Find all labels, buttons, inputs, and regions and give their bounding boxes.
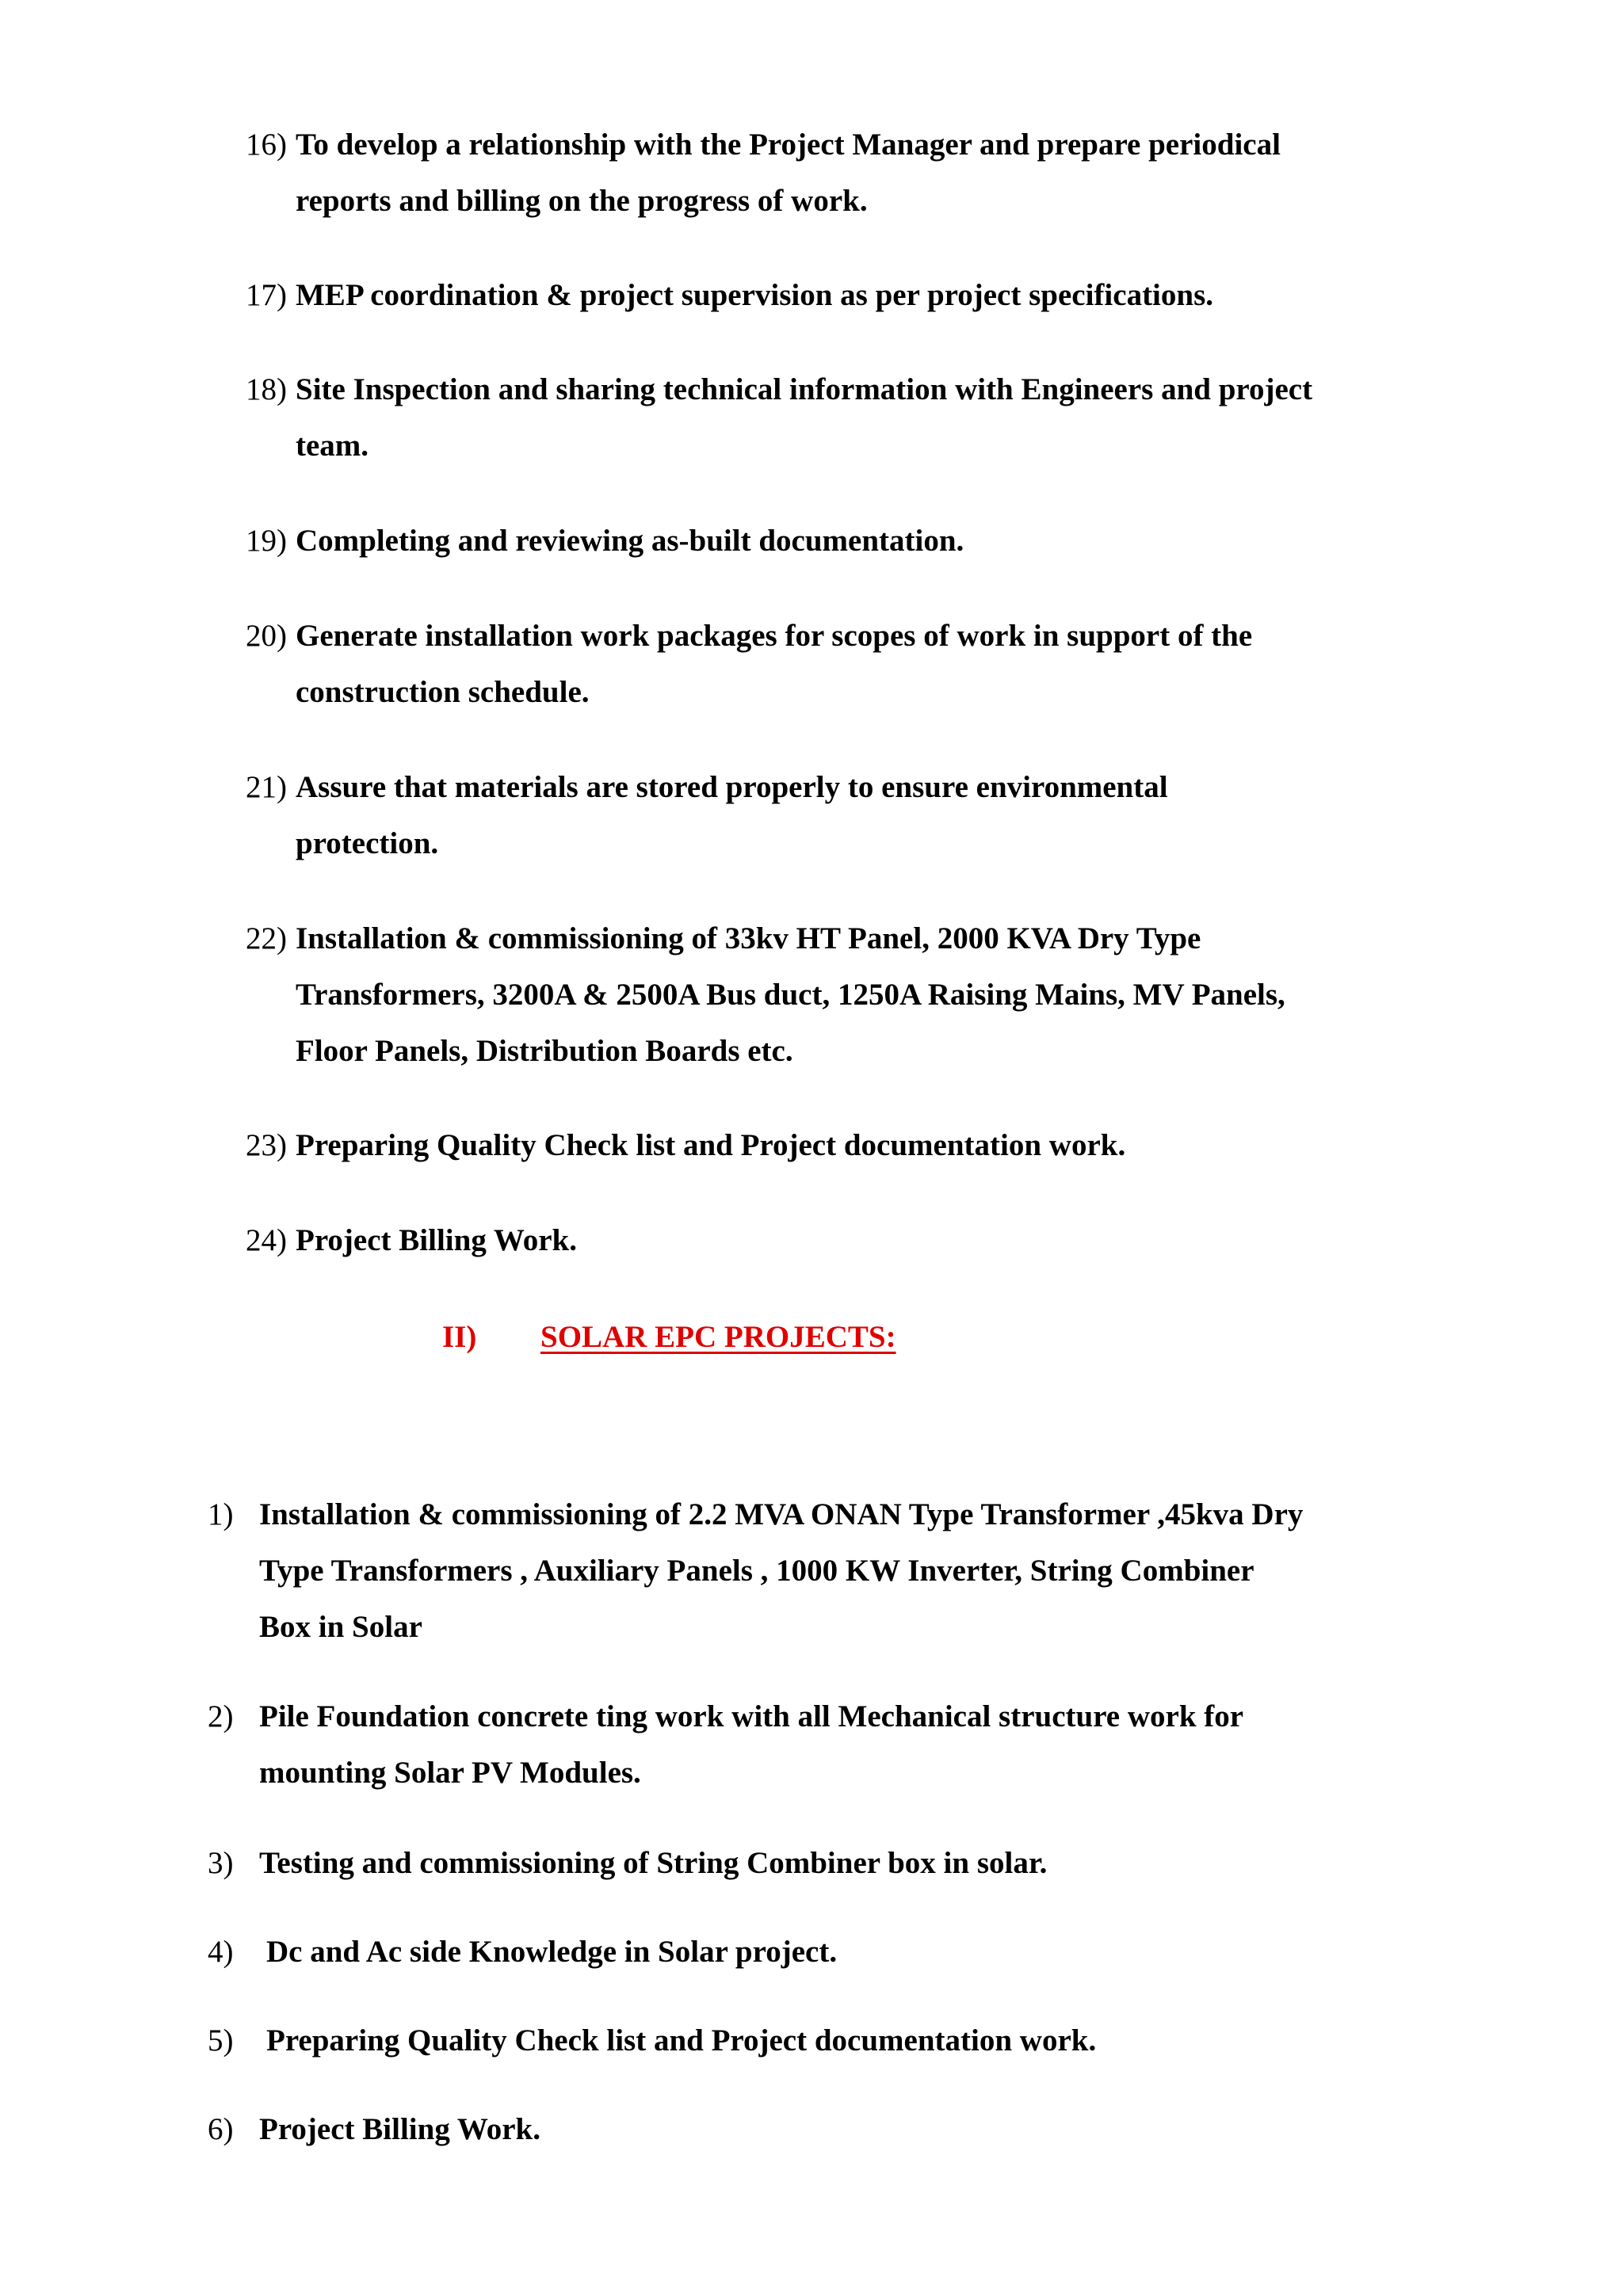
item-text bbox=[296, 361, 1312, 474]
item-text bbox=[296, 513, 964, 569]
item-line: Completing and reviewing as-built documentation. bbox=[296, 524, 964, 558]
item-number: 1) bbox=[208, 1497, 234, 1531]
item-line: Project Billing Work. bbox=[296, 1223, 577, 1257]
item-number: 2) bbox=[208, 1699, 234, 1733]
item-number: 18) bbox=[246, 372, 287, 406]
item-text bbox=[266, 1924, 837, 1980]
item-text bbox=[296, 267, 1213, 323]
item-line: MEP coordination & project supervision as per project specifications. bbox=[296, 278, 1214, 312]
item-text bbox=[296, 608, 1252, 720]
item-text bbox=[259, 1835, 1047, 1891]
section-title: SOLAR EPC PROJECTS: bbox=[540, 1320, 896, 1354]
item-number: 16) bbox=[246, 128, 287, 162]
item-line: mounting Solar PV Modules. bbox=[259, 1756, 641, 1790]
item-text bbox=[266, 2012, 1096, 2069]
item-text bbox=[296, 759, 1168, 871]
item-text bbox=[259, 1688, 1243, 1801]
item-line: Testing and commissioning of String Combiner box in solar. bbox=[259, 1846, 1048, 1880]
item-text bbox=[296, 116, 1281, 229]
item-text bbox=[259, 1486, 1303, 1655]
item-text bbox=[296, 910, 1285, 1079]
item-line: Installation & commissioning of 33kv HT Panel, 2000 KVA Dry Type bbox=[296, 921, 1201, 955]
item-number: 22) bbox=[246, 921, 287, 955]
item-text bbox=[296, 1117, 1125, 1173]
item-number: 5) bbox=[208, 2023, 234, 2058]
item-number: 6) bbox=[208, 2112, 234, 2146]
item-line: Pile Foundation concrete ting work with all Mechanical structure work for bbox=[259, 1699, 1244, 1733]
item-line: Transformers, 3200A & 2500A Bus duct, 1250A Raising Mains, MV Panels, bbox=[296, 978, 1285, 1012]
item-line: Preparing Quality Check list and Project documentation work. bbox=[266, 2023, 1097, 2058]
item-line: Site Inspection and sharing technical information with Engineers and project bbox=[296, 372, 1313, 406]
item-line: Dc and Ac side Knowledge in Solar project. bbox=[266, 1935, 838, 1969]
item-number: 23) bbox=[246, 1128, 287, 1162]
item-number: 19) bbox=[246, 524, 287, 558]
item-text bbox=[259, 2101, 540, 2157]
item-line: Generate installation work packages for scopes of work in support of the bbox=[296, 619, 1253, 653]
item-number: 4) bbox=[208, 1935, 234, 1969]
item-text bbox=[296, 1212, 577, 1268]
item-number: 21) bbox=[246, 770, 287, 804]
item-number: 24) bbox=[246, 1223, 287, 1257]
item-line: construction schedule. bbox=[296, 675, 590, 709]
item-line: To develop a relationship with the Project Manager and prepare periodical bbox=[296, 128, 1281, 162]
item-line: protection. bbox=[296, 826, 439, 860]
item-line: Preparing Quality Check list and Project documentation work. bbox=[296, 1128, 1126, 1162]
item-line: Type Transformers , Auxiliary Panels , 1000 KW Inverter, String Combiner bbox=[259, 1554, 1254, 1588]
item-line: team. bbox=[296, 429, 369, 463]
item-line: Assure that materials are stored properly to ensure environmental bbox=[296, 770, 1168, 804]
item-number: 3) bbox=[208, 1846, 234, 1880]
item-line: reports and billing on the progress of work. bbox=[296, 184, 868, 218]
item-line: Installation & commissioning of 2.2 MVA ONAN Type Transformer ,45kva Dry bbox=[259, 1497, 1304, 1531]
item-number: 17) bbox=[246, 278, 287, 312]
item-number: 20) bbox=[246, 619, 287, 653]
item-line: Project Billing Work. bbox=[259, 2112, 540, 2146]
item-line: Box in Solar bbox=[259, 1610, 422, 1644]
item-line: Floor Panels, Distribution Boards etc. bbox=[296, 1034, 793, 1068]
section-numeral: II) bbox=[442, 1320, 477, 1354]
